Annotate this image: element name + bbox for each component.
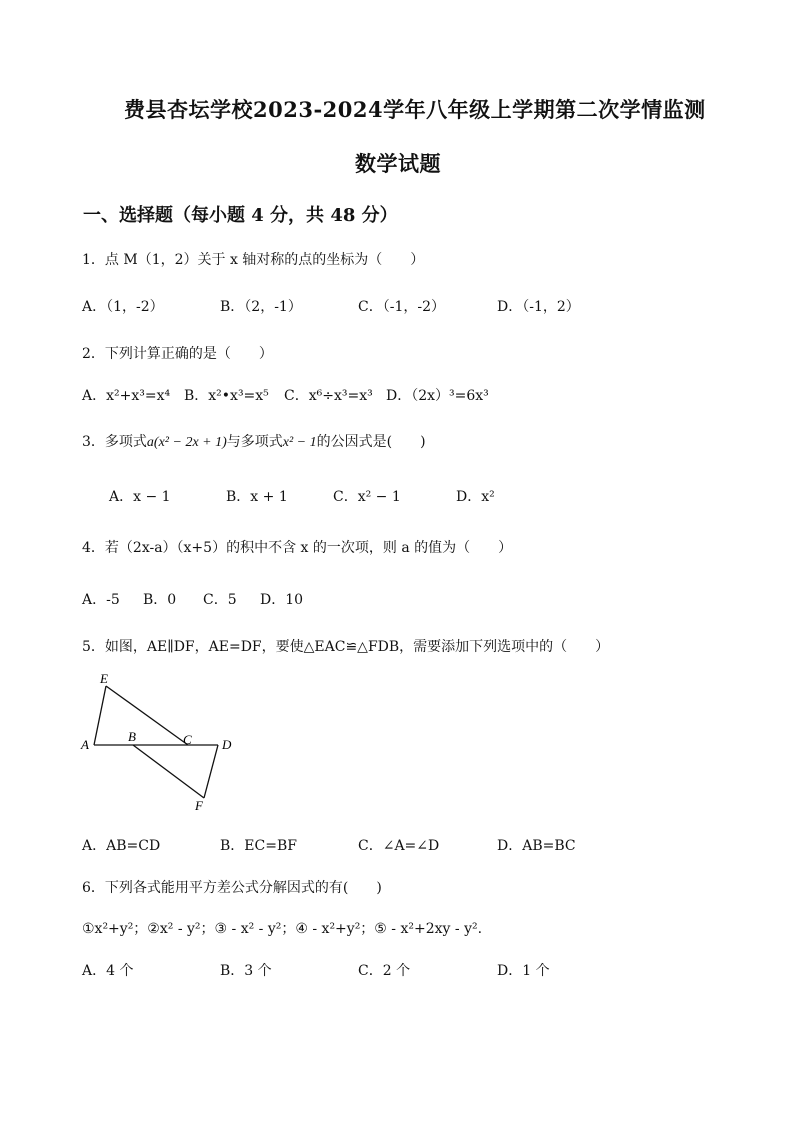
q3-option-d: D．x²: [456, 489, 495, 505]
q5-option-b: B．EC=BF: [220, 838, 297, 854]
question-3-stem: [82, 431, 426, 451]
q2-option-b: B．x²•x³=x⁵: [184, 388, 269, 404]
label-d: D: [222, 737, 232, 752]
label-f: F: [195, 798, 203, 813]
q2-option-d: D．（2x）³=6x³: [386, 388, 489, 404]
label-b: B: [128, 729, 136, 744]
question-5-stem: 5．如图，AE∥DF，AE=DF，要使△EAC≌△FDB，需要添加下列选项中的（ ）: [82, 639, 610, 655]
q3-option-a: A．x − 1: [109, 489, 171, 505]
q4-option-b: B．0: [143, 592, 177, 608]
q6-option-a: A．4 个: [82, 963, 134, 979]
q2-option-c: C．x⁶÷x³=x³: [284, 388, 373, 404]
label-a: A: [81, 737, 89, 752]
q3-stem-middle: 与多项式: [226, 434, 283, 450]
q6-option-d: D．1 个: [497, 963, 550, 979]
q6-option-c: C．2 个: [358, 963, 411, 979]
q1-option-b: B．（2，-1）: [220, 299, 302, 315]
page-title: 费县杏坛学校2023-2024学年八年级上学期第二次学情监测: [124, 97, 706, 122]
q3-option-b: B．x + 1: [226, 489, 288, 505]
q4-option-d: D．10: [260, 592, 304, 608]
segment-fb: [133, 745, 204, 798]
question-1-stem: 1．点 M（1，2）关于 x 轴对称的点的坐标为（ ）: [82, 252, 425, 268]
section-heading: 一、选择题（每小题 4 分，共 48 分）: [83, 205, 398, 226]
page-subtitle: 数学试题: [355, 151, 441, 176]
q3-option-c: C．x² − 1: [333, 489, 401, 505]
q1-option-d: D．（-1，2）: [497, 299, 580, 315]
segment-df: [204, 745, 218, 798]
segment-ec: [106, 686, 188, 745]
q1-option-c: C．（-1，-2）: [358, 299, 445, 315]
q3-expression-2: x² − 1: [282, 435, 317, 450]
q5-option-c: C．∠A=∠D: [358, 838, 440, 854]
label-c: C: [183, 732, 192, 747]
q5-option-a: A．AB=CD: [82, 838, 161, 854]
label-e: E: [100, 671, 108, 686]
question-6-stem: 6．下列各式能用平方差公式分解因式的有( ): [82, 880, 382, 896]
question-2-stem: 2．下列计算正确的是（ ）: [82, 346, 273, 362]
question-4-stem: 4．若（2x-a）（x+5）的积中不含 x 的一次项，则 a 的值为（ ）: [82, 540, 513, 556]
q6-expression-list: ①x²+y²；②x² - y²；③ - x² - y²；④ - x²+y²；⑤ - x²+2xy - y².: [82, 921, 483, 937]
q5-geometry-figure: [78, 670, 238, 815]
q6-option-b: B．3 个: [220, 963, 272, 979]
q5-option-d: D．AB=BC: [497, 838, 576, 854]
segment-ae: [94, 686, 106, 745]
q3-stem-prefix: 3．多项式: [82, 434, 147, 450]
q3-expression-1: a(x² − 2x + 1): [146, 435, 227, 450]
q1-option-a: A．（1，-2）: [82, 299, 164, 315]
q4-option-a: A．-5: [82, 592, 120, 608]
q3-stem-suffix: 的公因式是( ): [316, 434, 426, 450]
q2-option-a: A．x²+x³=x⁴: [82, 388, 171, 404]
q4-option-c: C．5: [203, 592, 237, 608]
